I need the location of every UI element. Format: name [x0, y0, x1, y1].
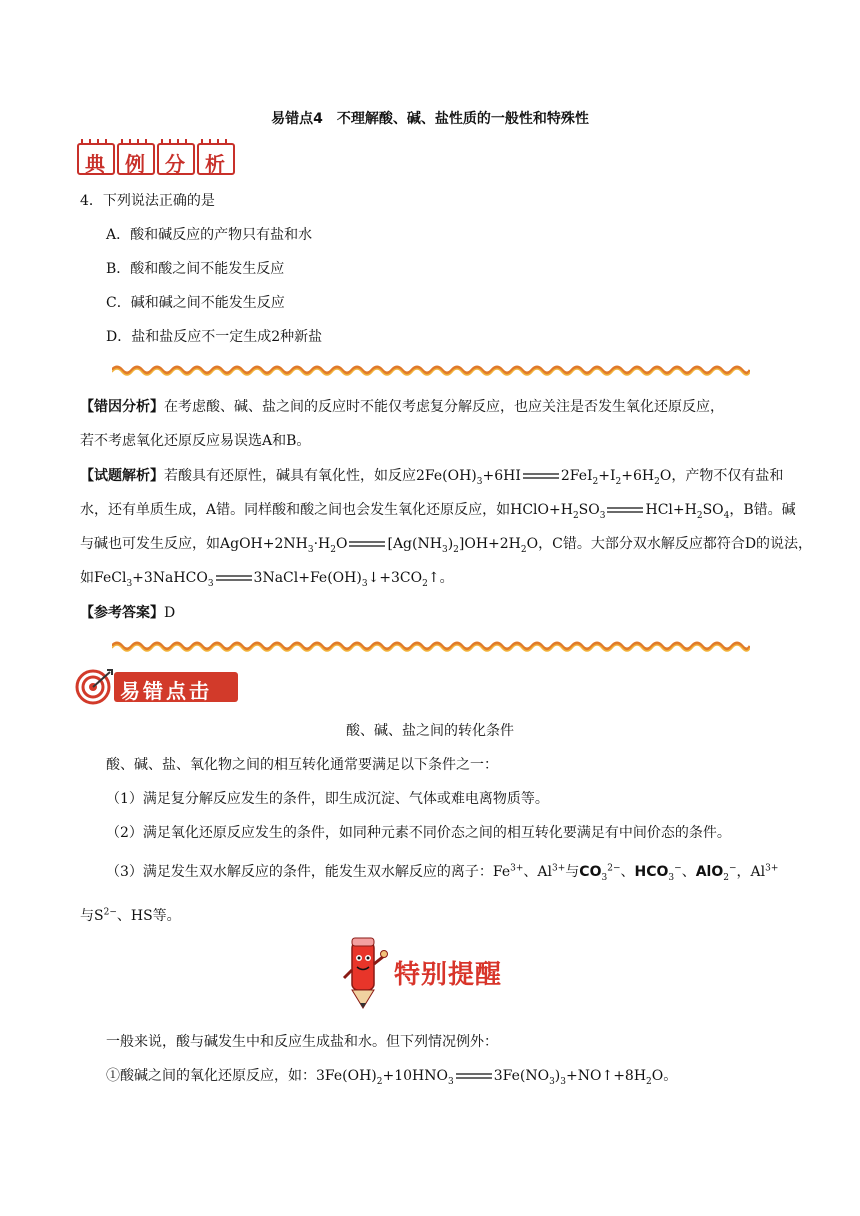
answer-line — [80, 603, 175, 623]
superscript: 3+ — [510, 863, 524, 874]
solution-line-3 — [80, 534, 812, 554]
solution-text: SO — [578, 502, 600, 518]
superscript: 3+ — [552, 863, 566, 874]
subscript: 2 — [453, 544, 459, 555]
wavy-divider — [112, 364, 750, 376]
subscript: 2 — [376, 1076, 383, 1087]
reaction-equals-sign — [214, 573, 254, 583]
answer-value: D — [164, 605, 176, 621]
condition-text: ，Al — [736, 864, 766, 880]
subscript: 3 — [447, 1076, 454, 1087]
aluminate-ion: AlO — [695, 864, 724, 880]
subscript: 2 — [615, 476, 622, 487]
solution-text: +6HI — [482, 468, 521, 484]
subscript: 3 — [601, 872, 608, 883]
reaction-equals-sign — [347, 539, 387, 549]
section-heading: 酸、碱、盐之间的转化条件 — [346, 723, 514, 739]
error-analysis-line-2: 若不考虑氧化还原反应易误选A和B。 — [80, 433, 311, 449]
condition-text: 、Al — [523, 864, 553, 880]
solution-text: +I — [598, 468, 616, 484]
answer-label: 【参考答案】 — [80, 605, 164, 621]
wavy-divider — [112, 640, 750, 652]
badge-char-1: 典 — [85, 152, 105, 176]
pencil-mascot-icon — [338, 934, 388, 1012]
solution-line-1 — [80, 466, 783, 486]
example-analysis-badge — [76, 138, 240, 182]
option-d: D．盐和盐反应不一定生成2种新盐 — [106, 329, 323, 345]
solution-text: ·H — [313, 536, 331, 552]
solution-label: 【试题解析】 — [80, 468, 164, 484]
bicarbonate-ion: HCO — [634, 864, 669, 880]
superscript: − — [674, 863, 682, 874]
condition-text: 、 — [681, 864, 696, 880]
condition-1: （1）满足复分解反应发生的条件，即生成沉淀、气体或难电离物质等。 — [106, 791, 549, 807]
solution-text: ]OH+2H — [458, 536, 521, 552]
solution-text: O，C错。大部分双水解反应都符合D的说法， — [526, 536, 813, 552]
tip-text: +NO↑+8H — [566, 1068, 647, 1084]
subscript: 4 — [723, 510, 730, 521]
subscript: 3 — [668, 872, 675, 883]
subscript: 3 — [361, 578, 368, 589]
special-reminder-label: 特别提醒 — [394, 960, 503, 990]
subscript: 2 — [422, 578, 428, 589]
target-icon — [74, 668, 114, 706]
subscript: 3 — [307, 544, 314, 555]
solution-text: HCl+H — [645, 502, 697, 518]
solution-text: ，B错。碱 — [729, 502, 796, 518]
error-point-badge — [74, 668, 240, 706]
error-analysis-line-1 — [80, 397, 724, 417]
subscript: 2 — [520, 544, 527, 555]
error-analysis-text: 在考虑酸、碱、盐之间的反应时不能仅考虑复分解反应，也应关注是否发生氧化还原反应， — [164, 399, 724, 415]
solution-text: ) — [447, 536, 454, 552]
subscript: 3 — [549, 1076, 555, 1087]
solution-text: 如FeCl — [80, 570, 127, 586]
reaction-equals-sign — [454, 1071, 494, 1081]
badge-char-3: 分 — [165, 152, 185, 176]
carbonate-ion: CO — [579, 864, 602, 880]
solution-line-4 — [80, 568, 454, 588]
error-analysis-label: 【错因分析】 — [80, 399, 164, 415]
tip-line-1: 一般来说，酸与碱发生中和反应生成盐和水。但下列情况例外： — [106, 1034, 498, 1050]
condition-text: 、 — [620, 864, 635, 880]
option-a: A．酸和碱反应的产物只有盐和水 — [106, 227, 313, 243]
subscript: 2 — [646, 1076, 652, 1087]
solution-text: O，产物不仅有盐和 — [659, 468, 784, 484]
condition-3-line-2 — [80, 906, 181, 926]
section-intro: 酸、碱、盐、氧化物之间的相互转化通常要满足以下条件之一： — [106, 757, 498, 773]
solution-text: ↑。 — [427, 570, 454, 586]
solution-text: 2FeI — [560, 468, 593, 484]
special-reminder-badge — [338, 934, 528, 1012]
badge-char-4: 析 — [205, 152, 225, 176]
subscript: 2 — [723, 872, 729, 883]
subscript: 3 — [126, 578, 133, 589]
condition-3-line-1 — [106, 862, 778, 882]
condition-text: （3）满足发生双水解反应的条件，能发生双水解反应的离子：Fe — [106, 864, 511, 880]
tip-text: ①酸碱之间的氧化还原反应，如：3Fe(OH) — [106, 1068, 377, 1084]
tip-text: +10HNO — [382, 1068, 448, 1084]
superscript: 2− — [607, 863, 621, 874]
condition-text: 与 — [565, 864, 580, 880]
solution-text: +6H — [621, 468, 655, 484]
subscript: 3 — [441, 544, 448, 555]
subscript: 2 — [330, 544, 336, 555]
subscript: 3 — [599, 510, 606, 521]
reaction-equals-sign — [605, 505, 645, 515]
solution-text: 3NaCl+Fe(OH) — [253, 570, 362, 586]
condition-text: 与S — [80, 908, 104, 924]
solution-text: [Ag(NH — [387, 536, 442, 552]
solution-text: 与碱也可发生反应，如AgOH+2NH — [80, 536, 308, 552]
document-title: 易错点4 不理解酸、碱、盐性质的一般性和特殊性 — [271, 111, 589, 127]
subscript: 3 — [476, 476, 483, 487]
question-stem: 4．下列说法正确的是 — [80, 193, 215, 209]
subscript: 2 — [572, 510, 579, 521]
solution-line-2 — [80, 500, 796, 520]
solution-text: 若酸具有还原性，碱具有氧化性，如反应2Fe(OH) — [164, 468, 477, 484]
option-b: B．酸和酸之间不能发生反应 — [106, 261, 285, 277]
subscript: 2 — [592, 476, 599, 487]
solution-text: O — [336, 536, 348, 552]
solution-text: +3NaHCO — [132, 570, 208, 586]
error-point-badge-label: 易错点击 — [120, 679, 212, 703]
solution-text: ↓+3CO — [367, 570, 423, 586]
superscript: 2− — [103, 907, 117, 918]
badge-char-2: 例 — [125, 152, 145, 176]
superscript: − — [728, 863, 737, 874]
subscript: 2 — [654, 476, 660, 487]
superscript: 3+ — [765, 863, 779, 874]
solution-text: 水，还有单质生成，A错。同样酸和酸之间也会发生氧化还原反应，如HClO+H — [80, 502, 573, 518]
tip-line-2 — [106, 1066, 677, 1086]
solution-text: SO — [702, 502, 724, 518]
subscript: 3 — [560, 1076, 566, 1087]
condition-2: （2）满足氧化还原反应发生的条件，如同种元素不同价态之间的相互转化要满足有中间价态的条件。 — [106, 825, 731, 841]
tip-text: O。 — [651, 1068, 678, 1084]
reaction-equals-sign — [521, 471, 561, 481]
condition-text: 、HS等。 — [116, 908, 181, 924]
option-c: C．碱和碱之间不能发生反应 — [106, 295, 285, 311]
subscript: 3 — [207, 578, 214, 589]
subscript: 2 — [696, 510, 703, 521]
tip-text: 3Fe(NO — [493, 1068, 550, 1084]
tip-text: ) — [554, 1068, 561, 1084]
